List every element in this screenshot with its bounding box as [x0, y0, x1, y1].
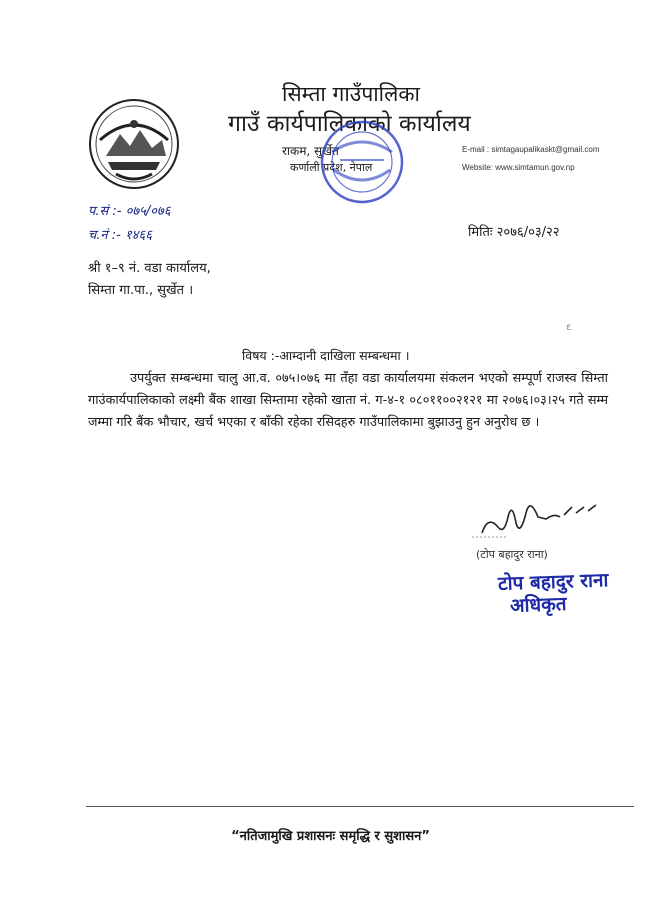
office-seal-stamp	[312, 112, 412, 212]
signatory-stamp-title: अधिकृत	[509, 593, 567, 617]
letter-date: मितिः २०७६/०३/२२	[468, 225, 560, 240]
signatory-name: (टोप बहादुर राना)	[476, 548, 548, 561]
addressee-line-2: सिम्ता गा.पा., सुर्खेत ।	[88, 283, 194, 298]
letter-reference-number: प.सं :- ०७५/०७६	[88, 204, 171, 219]
letter-body	[88, 368, 608, 434]
addressee-line-1: श्री १–९ नं. वडा कार्यालय,	[88, 261, 211, 276]
email-text: E-mail : simtagaupalikaskt@gmail.com	[462, 145, 600, 154]
margin-mark: ε	[566, 322, 572, 333]
letter-subject: विषय :-आम्दानी दाखिला सम्बन्धमा ।	[242, 348, 410, 363]
body-paragraph: उपर्युक्त सम्बन्धमा चालु आ.व. ०७५।०७६ मा तँहा वडा कार्यालयमा संकलन भएको सम्पूर्ण राजस्व सिम्ता गाउंकार्यपालिकाको लक्ष्मी बैंक शाखा सिम्तामा रहेको खाता नं. ग-४-१ ०८०११००२१२१ मा २०७६।०३।२५ गते सम्म जम्मा गरि बैंक भौचार, खर्च भएका र बाँकी रहेका रसिदहरु गाउँपालिकामा बुझाउनु हुन अनुरोध छ ।	[88, 371, 608, 430]
office-name: गाउँ कार्यपालिकाको कार्यालय	[228, 111, 471, 137]
website-text: Website: www.simtamun.gov.np	[462, 163, 575, 172]
footer-slogan: “नतिजामुखि प्रशासनः समृद्धि र सुशासन”	[231, 829, 430, 844]
handwritten-signature	[468, 487, 608, 547]
municipality-name: सिम्ता गाउँपालिका	[282, 82, 420, 106]
office-province: कर्णाली प्रदेश, नेपाल	[290, 161, 373, 174]
nepal-emblem-icon	[86, 96, 182, 192]
footer-divider	[86, 806, 634, 807]
office-address: राकम, सुर्खेत	[282, 144, 339, 158]
signatory-stamp-name: टोप बहादुर राना	[497, 569, 609, 595]
dispatch-number: च.नं :- १४६६	[88, 228, 152, 243]
